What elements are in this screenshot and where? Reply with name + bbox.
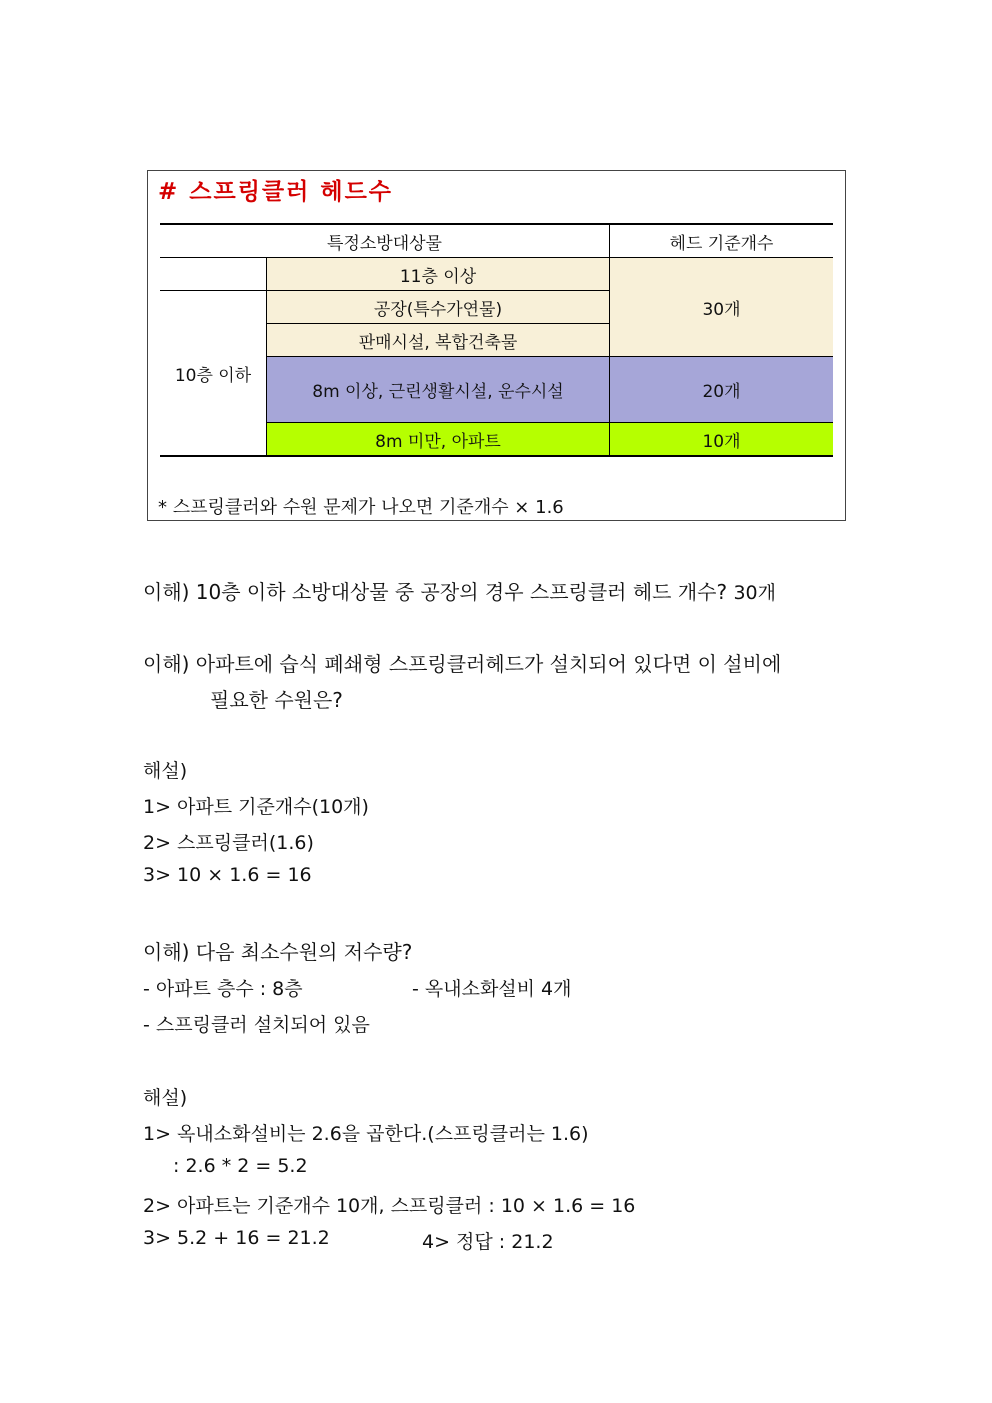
solution-2-heading: 해설) [143,1087,188,1109]
sprinkler-head-box [147,170,846,521]
solution-2-answer: 4> 정답 : 21.2 [422,1231,554,1253]
question-1 [143,576,776,605]
box-note: * 스프링클러와 수원 문제가 나오면 기준개수 × 1.6 [158,497,564,518]
row-label: 8m 이상, 근린생활시설, 운수시설 [267,357,610,423]
row-label: 8m 미만, 아파트 [267,423,610,457]
header-target: 특정소방대상물 [160,224,610,258]
solution-1-heading: 해설) [143,760,188,782]
solution-1-step: 1> 아파트 기준개수(10개) [143,796,369,818]
question-1-text: 이해) 10층 이하 소방대상물 중 공장의 경우 스프링클러 헤드 개수? [143,580,728,604]
question-2-line1: 이해) 아파트에 습식 폐쇄형 스프링클러헤드가 설치되어 있다면 이 설비에 [143,652,782,676]
solution-2-step: : 2.6 * 2 = 5.2 [173,1155,308,1177]
box-title: # 스프링클러 헤드수 [158,179,394,205]
solution-2-step: 3> 5.2 + 16 = 21.2 [143,1227,330,1249]
solution-2-step: 1> 옥내소화설비는 2.6을 곱한다.(스프링클러는 1.6) [143,1123,589,1145]
question-3-condition: - 아파트 층수 : 8층 [143,978,303,1000]
solution-2-step: 2> 아파트는 기준개수 10개, 스프링클러 : 10 × 1.6 = 16 [143,1195,636,1217]
empty-cell [160,258,267,291]
question-2-line2: 필요한 수원은? [210,688,343,712]
question-3-title: 이해) 다음 최소수원의 저수량? [143,940,413,964]
group-label: 10층 이하 [160,291,267,457]
count-30: 30개 [610,258,834,357]
table-row [160,258,833,291]
table-header-row [160,224,833,258]
solution-1-step: 2> 스프링클러(1.6) [143,832,314,854]
row-label: 11층 이상 [267,258,610,291]
row-label: 판매시설, 복합건축물 [267,324,610,357]
header-count: 헤드 기준개수 [610,224,834,258]
sprinkler-head-table [160,223,833,457]
question-3-condition: - 스프링클러 설치되어 있음 [143,1014,370,1036]
count-20: 20개 [610,357,834,423]
solution-1-step: 3> 10 × 1.6 = 16 [143,864,312,886]
question-1-answer: 30개 [733,582,776,604]
count-10: 10개 [610,423,834,457]
question-3-condition: - 옥내소화설비 4개 [412,978,572,1000]
row-label: 공장(특수가연물) [267,291,610,324]
